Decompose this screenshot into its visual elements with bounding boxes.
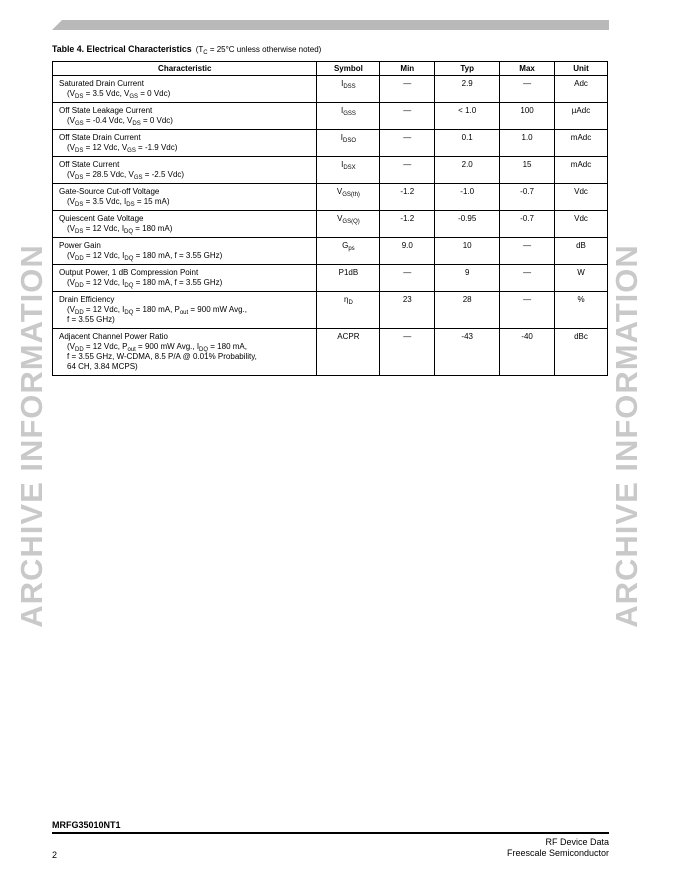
characteristic-name: Drain Efficiency: [59, 295, 115, 304]
characteristic-cell: [53, 157, 317, 184]
characteristic-cell: [53, 103, 317, 130]
min-cell: —: [380, 103, 435, 130]
typ-cell: -43: [435, 329, 500, 376]
typ-cell: < 1.0: [435, 103, 500, 130]
table-header-row: [53, 62, 608, 76]
symbol-cell: $I_{DSX}$: [317, 157, 380, 184]
test-conditions: ($V_{DS} = 12$ Vdc, $V_{GS} = -1.9$ Vdc): [67, 143, 178, 154]
min-cell: -1.2: [380, 184, 435, 211]
table-number: Table 4. Electrical Characteristics: [52, 44, 192, 54]
table-title: [52, 44, 321, 54]
typ-cell: 28: [435, 292, 500, 329]
unit-cell: Vdc: [555, 184, 608, 211]
unit-cell: W: [555, 265, 608, 292]
footer-line-1: RF Device Data: [545, 837, 609, 847]
test-conditions: ($V_{DD} = 12$ Vdc, $I_{DQ} = 180$ mA, $P_{out} = 900$ mW Avg., f = 3.55 GHz): [67, 305, 247, 324]
max-cell: 1.0: [500, 130, 555, 157]
max-cell: —: [500, 292, 555, 329]
table-row: [53, 157, 608, 184]
min-cell: —: [380, 130, 435, 157]
symbol-cell: $V_{GS(Q)}$: [317, 211, 380, 238]
symbol-cell: $G_{ps}$: [317, 238, 380, 265]
characteristic-name: Quiescent Gate Voltage: [59, 214, 144, 223]
column-header: Min: [380, 62, 435, 76]
footer-rule: [52, 832, 609, 834]
test-conditions: ($V_{DD} = 12$ Vdc, $I_{DQ} = 180$ mA, f = 3.55 GHz): [67, 278, 223, 289]
test-conditions: ($V_{DS} = 12$ Vdc, $I_{DQ} = 180$ mA): [67, 224, 173, 235]
test-conditions: ($V_{DS} = 3.5$ Vdc, $V_{GS} = 0$ Vdc): [67, 89, 171, 100]
characteristic-name: Off State Current: [59, 160, 120, 169]
footer-publisher: [507, 837, 609, 859]
symbol-cell: $I_{GSS}$: [317, 103, 380, 130]
column-header: Max: [500, 62, 555, 76]
table-body: [53, 76, 608, 376]
min-cell: 9.0: [380, 238, 435, 265]
characteristic-name: Output Power, 1 dB Compression Point: [59, 268, 199, 277]
max-cell: —: [500, 76, 555, 103]
electrical-characteristics-table: [52, 61, 608, 376]
table-row: [53, 76, 608, 103]
typ-cell: 0.1: [435, 130, 500, 157]
characteristic-name: Power Gain: [59, 241, 101, 250]
unit-cell: dBc: [555, 329, 608, 376]
min-cell: —: [380, 329, 435, 376]
symbol-cell: ACPR: [317, 329, 380, 376]
unit-cell: Adc: [555, 76, 608, 103]
archive-watermark-right: ARCHIVE INFORMATION: [609, 244, 644, 628]
characteristic-name: Adjacent Channel Power Ratio: [59, 332, 168, 341]
table-row: [53, 292, 608, 329]
max-cell: 15: [500, 157, 555, 184]
typ-cell: 2.0: [435, 157, 500, 184]
unit-cell: µAdc: [555, 103, 608, 130]
table-row: [53, 211, 608, 238]
typ-cell: 9: [435, 265, 500, 292]
typ-cell: 10: [435, 238, 500, 265]
table-row: [53, 265, 608, 292]
test-conditions: ($V_{DS} = 3.5$ Vdc, $I_{DS} = 15$ mA): [67, 197, 170, 208]
symbol-cell: $\eta_D$: [317, 292, 380, 329]
characteristic-cell: [53, 329, 317, 376]
min-cell: -1.2: [380, 211, 435, 238]
table-row: [53, 238, 608, 265]
unit-cell: Vdc: [555, 211, 608, 238]
footer-line-2: Freescale Semiconductor: [506, 848, 609, 858]
characteristic-cell: [53, 211, 317, 238]
symbol-cell: P1dB: [317, 265, 380, 292]
symbol-cell: $V_{GS(th)}$: [317, 184, 380, 211]
characteristic-cell: [53, 265, 317, 292]
typ-cell: 2.9: [435, 76, 500, 103]
test-conditions: ($V_{DD} = 12$ Vdc, $I_{DQ} = 180$ mA, f = 3.55 GHz): [67, 251, 223, 262]
max-cell: —: [500, 265, 555, 292]
test-conditions: ($V_{GS} = -0.4$ Vdc, $V_{DS} = 0$ Vdc): [67, 116, 173, 127]
characteristic-cell: [53, 184, 317, 211]
test-conditions: ($V_{DD} = 12$ Vdc, $P_{out} = 900$ mW Avg., $I_{DQ} = 180$ mA, f = 3.55 GHz, W-CDMA, 8.5 P/A @ 0.01% Probability, 64 CH, 3.84 MCPS): [67, 342, 257, 371]
min-cell: 23: [380, 292, 435, 329]
characteristic-cell: [53, 292, 317, 329]
test-conditions: ($V_{DS} = 28.5$ Vdc, $V_{GS} = -2.5$ Vdc): [67, 170, 185, 181]
max-cell: -40: [500, 329, 555, 376]
column-header: Typ: [435, 62, 500, 76]
symbol-cell: $I_{DSO}$: [317, 130, 380, 157]
archive-watermark-left: ARCHIVE INFORMATION: [14, 244, 49, 628]
column-header: Symbol: [317, 62, 380, 76]
characteristic-cell: [53, 238, 317, 265]
typ-cell: -1.0: [435, 184, 500, 211]
table-condition: ($T_C = 25^\circ C$ unless otherwise noted): [195, 45, 322, 56]
table-row: [53, 329, 608, 376]
table-row: [53, 130, 608, 157]
page-number: 2: [52, 850, 58, 860]
unit-cell: %: [555, 292, 608, 329]
max-cell: —: [500, 238, 555, 265]
column-header: Unit: [555, 62, 608, 76]
unit-cell: mAdc: [555, 157, 608, 184]
unit-cell: dB: [555, 238, 608, 265]
unit-cell: mAdc: [555, 130, 608, 157]
table-row: [53, 103, 608, 130]
column-header: Characteristic: [53, 62, 317, 76]
max-cell: -0.7: [500, 184, 555, 211]
max-cell: 100: [500, 103, 555, 130]
characteristic-cell: [53, 76, 317, 103]
symbol-cell: $I_{DSS}$: [317, 76, 380, 103]
min-cell: —: [380, 157, 435, 184]
min-cell: —: [380, 265, 435, 292]
characteristic-name: Off State Drain Current: [59, 133, 141, 142]
characteristic-name: Saturated Drain Current: [59, 79, 144, 88]
typ-cell: -0.95: [435, 211, 500, 238]
characteristic-cell: [53, 130, 317, 157]
table-row: [53, 184, 608, 211]
header-bar: [52, 20, 609, 30]
part-number: MRFG35010NT1: [52, 820, 121, 830]
characteristic-name: Gate-Source Cut-off Voltage: [59, 187, 160, 196]
max-cell: -0.7: [500, 211, 555, 238]
min-cell: —: [380, 76, 435, 103]
characteristic-name: Off State Leakage Current: [59, 106, 153, 115]
